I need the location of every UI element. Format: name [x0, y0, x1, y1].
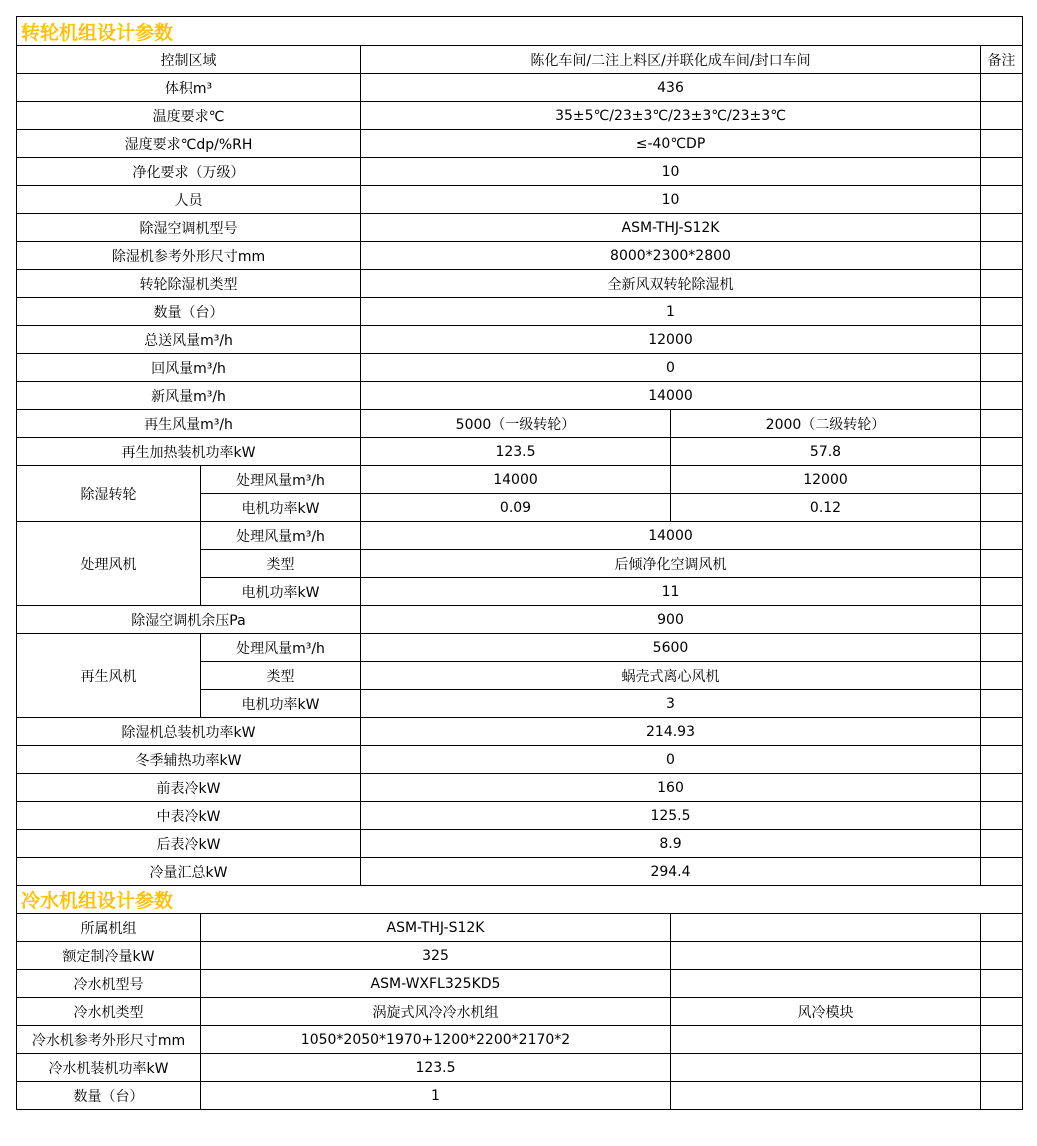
row-label-quantity: 数量（台）	[17, 298, 361, 326]
row-label-post-cooling: 后表冷kW	[17, 830, 361, 858]
row-label-cleanliness: 净化要求（万级）	[17, 158, 361, 186]
remark-cell	[981, 578, 1023, 606]
section-title-chiller-unit: 冷水机组设计参数	[17, 886, 1023, 914]
row-label-regen-fan-airflow: 处理风量m³/h	[201, 634, 361, 662]
remark-cell	[981, 1054, 1023, 1082]
row-value-winter-heating: 0	[361, 746, 981, 774]
remark-cell	[981, 774, 1023, 802]
remark-cell	[981, 606, 1023, 634]
row-label-return-air: 回风量m³/h	[17, 354, 361, 382]
row-label-personnel: 人员	[17, 186, 361, 214]
remark-cell	[981, 1026, 1023, 1054]
row-label-regen-fan-type: 类型	[201, 662, 361, 690]
row-label-volume: 体积m³	[17, 74, 361, 102]
row-label-winter-heating: 冬季辅热功率kW	[17, 746, 361, 774]
remark-cell	[981, 690, 1023, 718]
row-value-regen-heating-stage1: 123.5	[361, 438, 671, 466]
row-value-chiller-power: 123.5	[201, 1054, 671, 1082]
row-value-wheel-motor-2: 0.12	[671, 494, 981, 522]
header-label-control-area: 控制区域	[17, 46, 361, 74]
parameter-sheet	[16, 16, 1023, 1110]
remark-cell	[981, 634, 1023, 662]
row-value-process-fan-type: 后倾净化空调风机	[361, 550, 981, 578]
row-label-wheel-airflow: 处理风量m³/h	[201, 466, 361, 494]
remark-cell	[981, 522, 1023, 550]
row-label-total-power: 除湿机总装机功率kW	[17, 718, 361, 746]
row-value-personnel: 10	[361, 186, 981, 214]
section-title-rotor-unit: 转轮机组设计参数	[17, 17, 1023, 46]
remark-cell	[981, 354, 1023, 382]
row-value-unit: ASM-THJ-S12K	[201, 914, 671, 942]
row-label-wheel-motor: 电机功率kW	[201, 494, 361, 522]
row-value-mid-cooling: 125.5	[361, 802, 981, 830]
header-remark: 备注	[981, 46, 1023, 74]
row-value-fresh-air: 14000	[361, 382, 981, 410]
row-label-humidity: 湿度要求℃dp/%RH	[17, 130, 361, 158]
remark-cell	[981, 970, 1023, 998]
row-label-rated-cooling: 额定制冷量kW	[17, 942, 201, 970]
remark-cell	[981, 326, 1023, 354]
row-label-process-fan-airflow: 处理风量m³/h	[201, 522, 361, 550]
row-label-fresh-air: 新风量m³/h	[17, 382, 361, 410]
row-value-supply-air: 12000	[361, 326, 981, 354]
row-value-regen-heating-stage2: 57.8	[671, 438, 981, 466]
empty-cell	[671, 970, 981, 998]
row-label-regen-heating: 再生加热装机功率kW	[17, 438, 361, 466]
row-label-mid-cooling: 中表冷kW	[17, 802, 361, 830]
row-value-dehumidifier-type: 全新风双转轮除湿机	[361, 270, 981, 298]
row-label-chiller-type: 冷水机类型	[17, 998, 201, 1026]
row-value-regen-fan-type: 蜗壳式离心风机	[361, 662, 981, 690]
remark-cell	[981, 410, 1023, 438]
row-label-process-fan-motor: 电机功率kW	[201, 578, 361, 606]
row-value-wheel-airflow-1: 14000	[361, 466, 671, 494]
remark-cell	[981, 914, 1023, 942]
remark-cell	[981, 1082, 1023, 1110]
row-label-unit: 所属机组	[17, 914, 201, 942]
row-label-chiller-power: 冷水机装机功率kW	[17, 1054, 201, 1082]
row-label-chiller-dimensions: 冷水机参考外形尺寸mm	[17, 1026, 201, 1054]
remark-cell	[981, 242, 1023, 270]
row-value-regen-air-stage2: 2000（二级转轮）	[671, 410, 981, 438]
row-label-model: 除湿空调机型号	[17, 214, 361, 242]
row-value-process-fan-airflow: 14000	[361, 522, 981, 550]
empty-cell	[671, 1054, 981, 1082]
empty-cell	[671, 914, 981, 942]
row-value-return-air: 0	[361, 354, 981, 382]
row-value-total-power: 214.93	[361, 718, 981, 746]
row-value-wheel-airflow-2: 12000	[671, 466, 981, 494]
row-label-regen-air: 再生风量m³/h	[17, 410, 361, 438]
remark-cell	[981, 746, 1023, 774]
row-value-chiller-dimensions: 1050*2050*1970+1200*2200*2170*2	[201, 1026, 671, 1054]
group-label-regen-fan: 再生风机	[17, 634, 201, 718]
remark-cell	[981, 382, 1023, 410]
row-label-regen-fan-motor: 电机功率kW	[201, 690, 361, 718]
remark-cell	[981, 830, 1023, 858]
remark-cell	[981, 802, 1023, 830]
row-label-total-cooling: 冷量汇总kW	[17, 858, 361, 886]
empty-cell	[671, 942, 981, 970]
remark-cell	[981, 102, 1023, 130]
row-label-pre-cooling: 前表冷kW	[17, 774, 361, 802]
row-value-regen-air-stage1: 5000（一级转轮）	[361, 410, 671, 438]
row-value-chiller-quantity: 1	[201, 1082, 671, 1110]
row-label-dehumidifier-type: 转轮除湿机类型	[17, 270, 361, 298]
row-value-quantity: 1	[361, 298, 981, 326]
remark-cell	[981, 438, 1023, 466]
row-value-chiller-model: ASM-WXFL325KD5	[201, 970, 671, 998]
remark-cell	[981, 158, 1023, 186]
row-value-pre-cooling: 160	[361, 774, 981, 802]
remark-cell	[981, 74, 1023, 102]
row-value-temperature: 35±5℃/23±3℃/23±3℃/23±3℃	[361, 102, 981, 130]
row-value-regen-fan-airflow: 5600	[361, 634, 981, 662]
header-value-control-area: 陈化车间/二注上料区/并联化成车间/封口车间	[361, 46, 981, 74]
remark-cell	[981, 186, 1023, 214]
remark-cell	[981, 466, 1023, 494]
row-value-model: ASM-THJ-S12K	[361, 214, 981, 242]
row-value-static-pressure: 900	[361, 606, 981, 634]
empty-cell	[671, 1026, 981, 1054]
remark-cell	[981, 858, 1023, 886]
remark-cell	[981, 494, 1023, 522]
row-value-wheel-motor-1: 0.09	[361, 494, 671, 522]
empty-cell	[671, 1082, 981, 1110]
remark-cell	[981, 550, 1023, 578]
row-value-chiller-type-2: 风冷模块	[671, 998, 981, 1026]
remark-cell	[981, 998, 1023, 1026]
row-value-chiller-type: 涡旋式风冷冷水机组	[201, 998, 671, 1026]
row-value-rated-cooling: 325	[201, 942, 671, 970]
remark-cell	[981, 662, 1023, 690]
row-label-chiller-model: 冷水机型号	[17, 970, 201, 998]
row-label-supply-air: 总送风量m³/h	[17, 326, 361, 354]
row-label-static-pressure: 除湿空调机余压Pa	[17, 606, 361, 634]
remark-cell	[981, 942, 1023, 970]
group-label-wheel: 除湿转轮	[17, 466, 201, 522]
row-label-dimensions: 除湿机参考外形尺寸mm	[17, 242, 361, 270]
remark-cell	[981, 298, 1023, 326]
row-value-cleanliness: 10	[361, 158, 981, 186]
remark-cell	[981, 214, 1023, 242]
row-value-dimensions: 8000*2300*2800	[361, 242, 981, 270]
row-label-chiller-quantity: 数量（台）	[17, 1082, 201, 1110]
row-value-post-cooling: 8.9	[361, 830, 981, 858]
remark-cell	[981, 130, 1023, 158]
row-value-regen-fan-motor: 3	[361, 690, 981, 718]
group-label-process-fan: 处理风机	[17, 522, 201, 606]
row-label-process-fan-type: 类型	[201, 550, 361, 578]
remark-cell	[981, 270, 1023, 298]
remark-cell	[981, 718, 1023, 746]
row-value-total-cooling: 294.4	[361, 858, 981, 886]
row-value-volume: 436	[361, 74, 981, 102]
row-value-process-fan-motor: 11	[361, 578, 981, 606]
row-label-temperature: 温度要求℃	[17, 102, 361, 130]
row-value-humidity: ≤-40℃DP	[361, 130, 981, 158]
